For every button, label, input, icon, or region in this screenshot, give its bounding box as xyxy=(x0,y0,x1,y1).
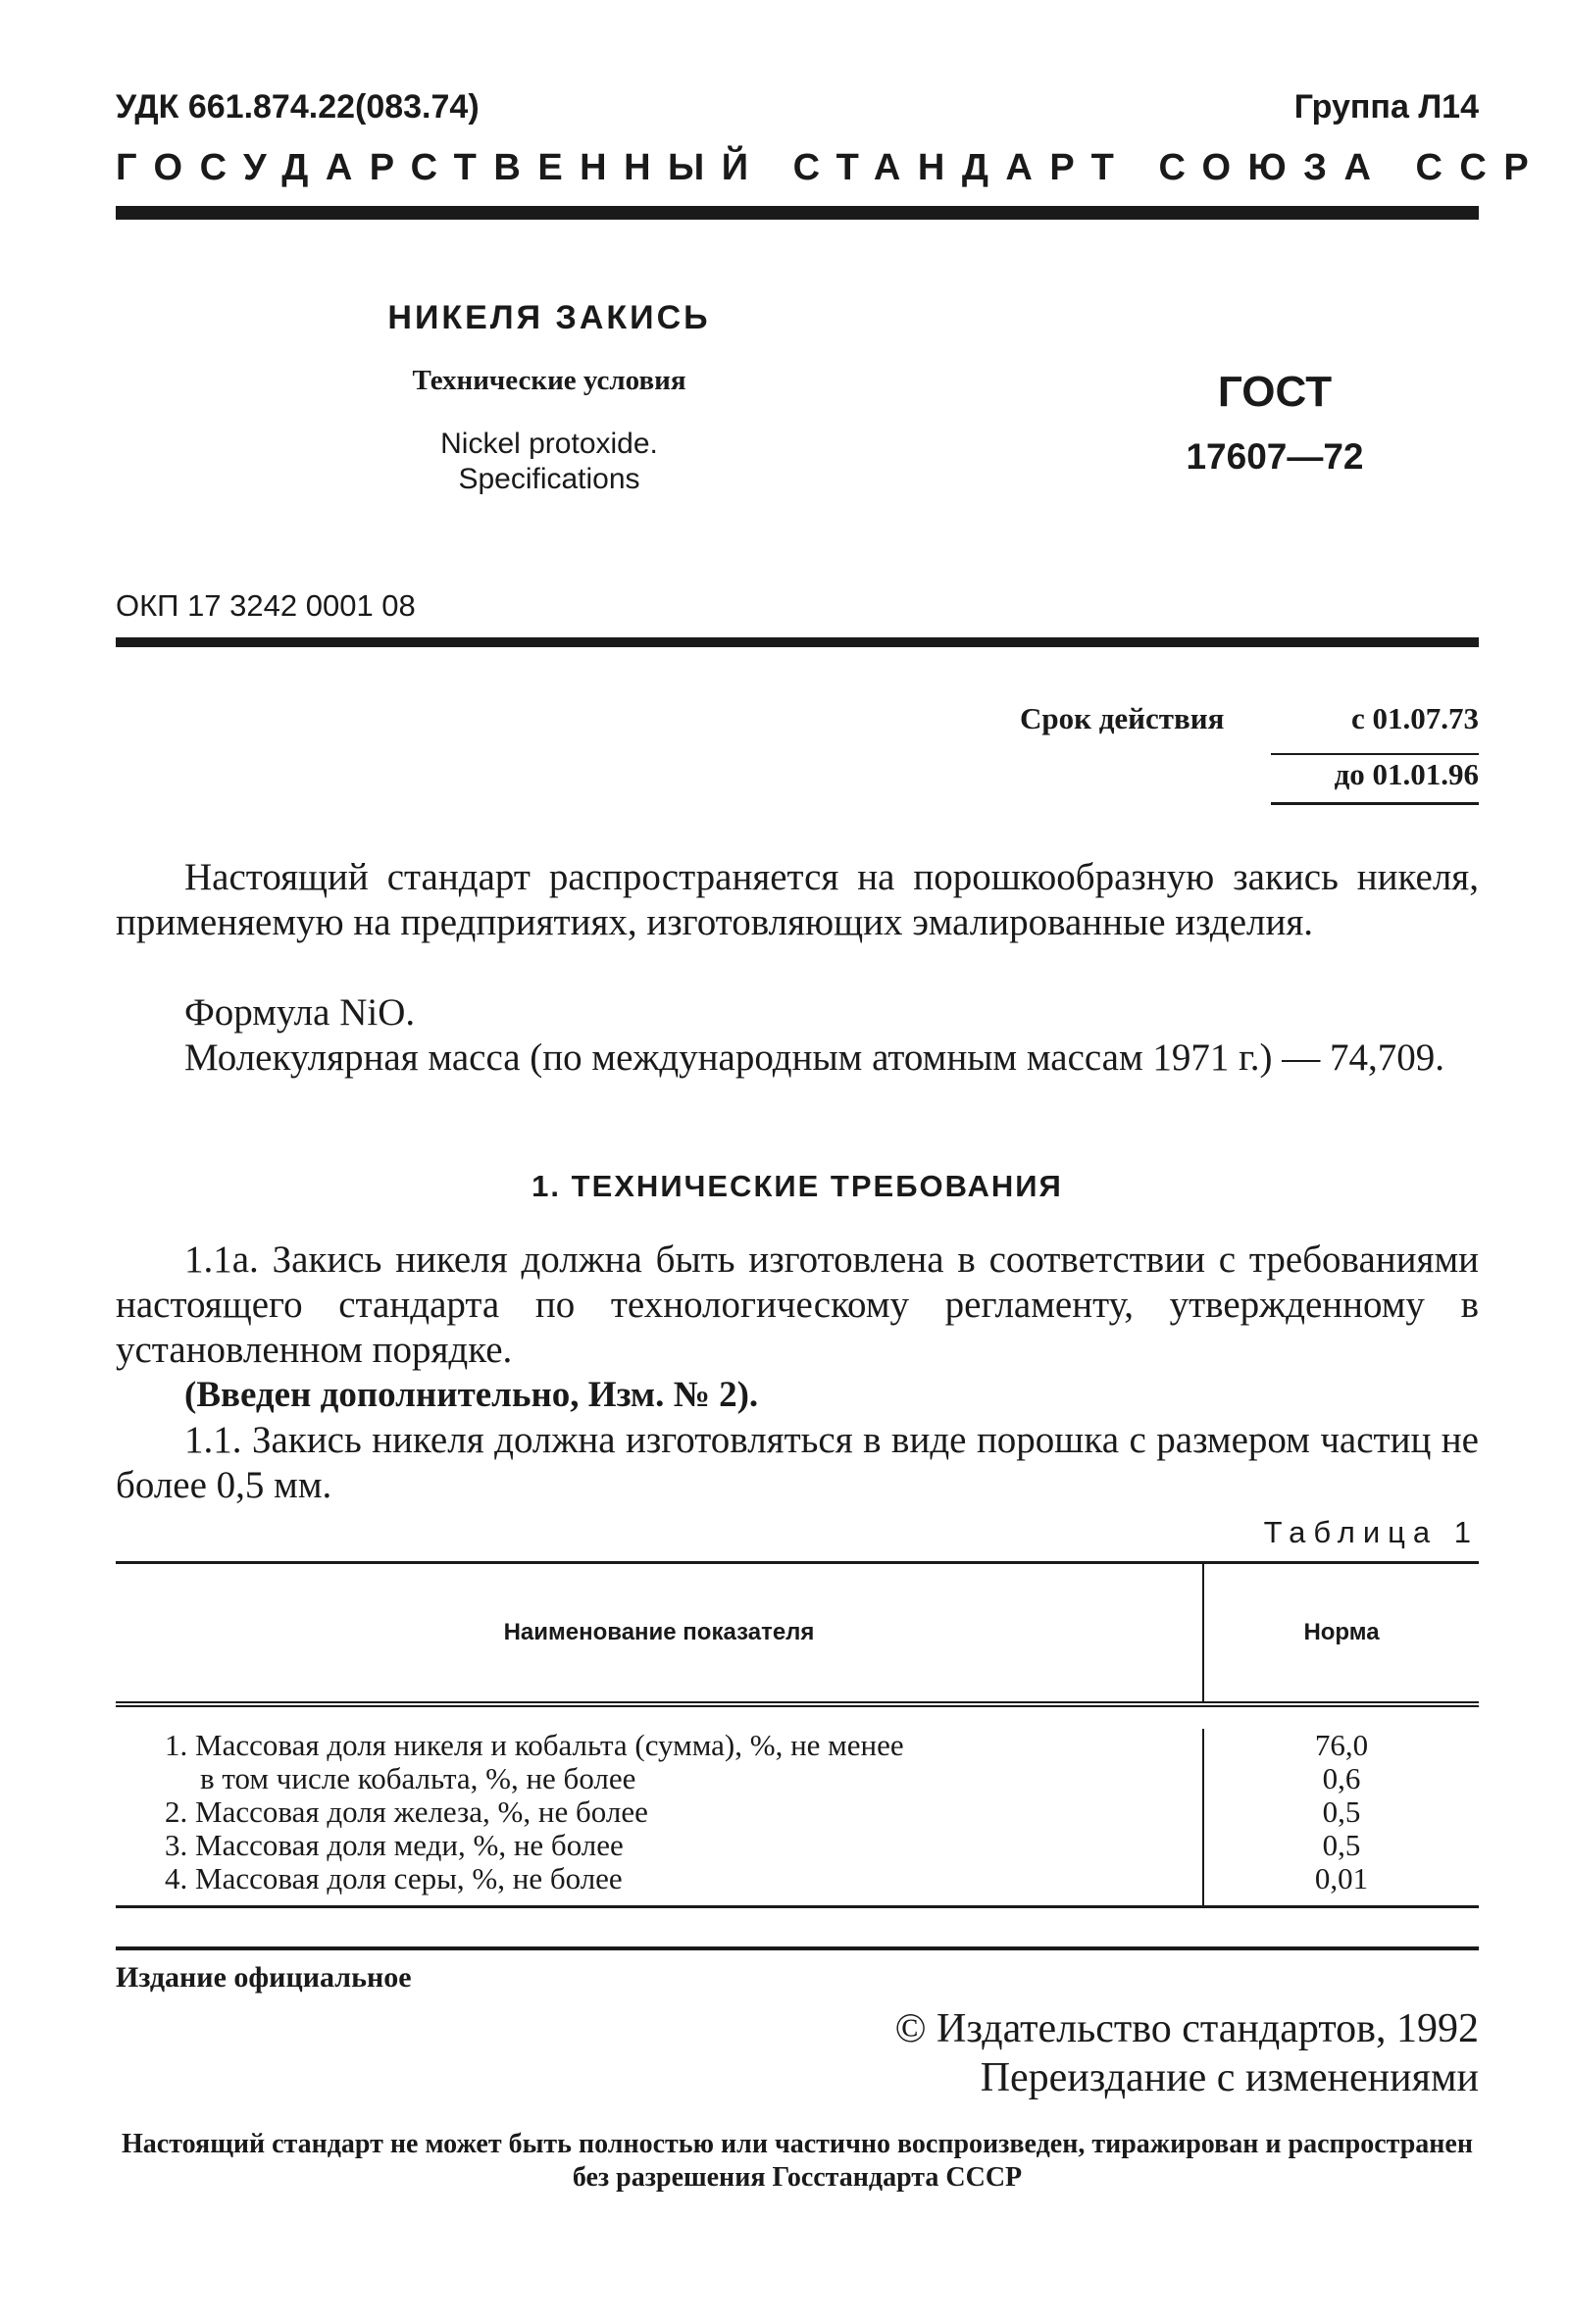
group-code: Группа Л14 xyxy=(1293,88,1479,126)
english-title-line1: Nickel protoxide. xyxy=(440,428,658,460)
table-row-norm: 76,0 xyxy=(1314,1728,1369,1762)
scope-paragraph: Настоящий стандарт распространяется на порошкообразную закись никеля, применяемую на предприятиях, изготовляющих эмалированные изделия. xyxy=(116,856,1479,943)
table-row-norm: 0,6 xyxy=(1322,1761,1361,1795)
table-row-norm: 0,5 xyxy=(1322,1794,1361,1829)
document-title: НИКЕЛЯ ЗАКИСЬ xyxy=(387,299,711,336)
table-row-norm: 0,5 xyxy=(1322,1828,1361,1862)
gost-label: ГОСТ xyxy=(1217,368,1333,416)
section-heading: 1. ТЕХНИЧЕСКИЕ ТРЕБОВАНИЯ xyxy=(531,1169,1063,1203)
reproduction-notice: Настоящий стандарт не может быть полностью или частично воспроизведен, тиражирован и распространен без разрешения Госстандарта СССР xyxy=(122,2129,1473,2193)
title-rule xyxy=(116,637,1479,647)
validity-from: с 01.07.73 xyxy=(1350,701,1479,735)
table-row-name: 3. Массовая доля меди, %, не более xyxy=(165,1828,624,1862)
molar-mass-paragraph: Молекулярная масса (по международным атомным массам 1971 г.) — 74,709. xyxy=(184,1036,1445,1079)
okp-code: ОКП 17 3242 0001 08 xyxy=(116,588,416,623)
document-subtitle: Технические условия xyxy=(412,365,686,396)
amendment-note: (Введен дополнительно, Изм. № 2). xyxy=(184,1375,759,1415)
validity-underline xyxy=(1271,802,1479,805)
header-rule xyxy=(116,206,1479,220)
english-title-line2: Specifications xyxy=(458,463,640,495)
table-row-name: 2. Массовая доля железа, %, не более xyxy=(165,1794,648,1829)
column-header-name: Наименование показателя xyxy=(116,1564,1204,1701)
formula-line: Формула NiO. xyxy=(184,991,416,1034)
spec-table xyxy=(116,1561,1479,1908)
table-header xyxy=(116,1561,1479,1707)
state-standard-heading: ГОСУДАРСТВЕННЫЙ СТАНДАРТ СОЮЗА ССР xyxy=(116,147,1546,188)
table-row-name: 4. Массовая доля серы, %, не более xyxy=(165,1861,623,1895)
validity-to: до 01.01.96 xyxy=(1271,753,1479,792)
copyright-line: © Издательство стандартов, 1992 xyxy=(894,2006,1479,2051)
table-row-name: 1. Массовая доля никеля и кобальта (сумма), %, не менее xyxy=(165,1728,904,1762)
clause-1-1: 1.1. Закись никеля должна изготовляться в виде порошка с размером частиц не более 0,5 мм. xyxy=(116,1419,1479,1506)
table-row-norm: 0,01 xyxy=(1314,1861,1369,1895)
gost-number: 17607—72 xyxy=(1186,436,1364,477)
column-header-norm: Норма xyxy=(1303,1619,1380,1645)
official-edition: Издание официальное xyxy=(116,1961,412,1994)
reprint-line: Переиздание с изменениями xyxy=(980,2055,1479,2100)
udk-code: УДК 661.874.22(083.74) xyxy=(116,88,480,126)
table-body xyxy=(116,1707,1479,1908)
validity-label: Срок действия xyxy=(1020,701,1225,735)
table-row-name: в том числе кобальта, %, не более xyxy=(200,1761,636,1795)
table-caption: Таблица 1 xyxy=(1263,1515,1479,1549)
clause-1-1a: 1.1а. Закись никеля должна быть изготовлена в соответствии с требованиями настоящего стандарта по технологическому регламенту, утвержденному в установленном порядке. xyxy=(116,1238,1479,1371)
footer-rule xyxy=(116,1946,1479,1950)
